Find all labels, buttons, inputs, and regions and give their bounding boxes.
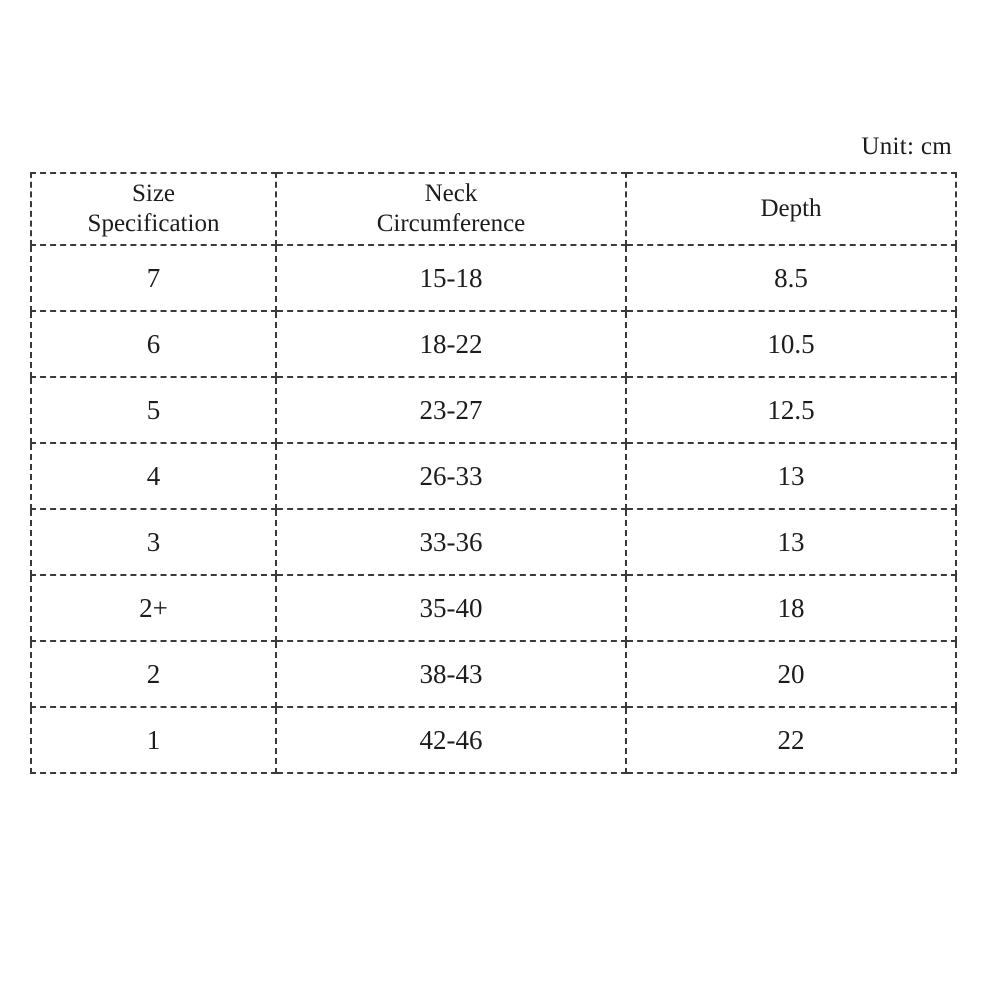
cell-size: 2 (31, 641, 276, 707)
table-row (31, 707, 956, 773)
table-row (31, 377, 956, 443)
table-row (31, 443, 956, 509)
cell-depth: 10.5 (626, 311, 956, 377)
column-header-depth-line1: Depth (760, 194, 822, 222)
table-row (31, 575, 956, 641)
cell-neck: 42-46 (276, 707, 626, 773)
table-row (31, 245, 956, 311)
column-header-depth (626, 173, 956, 245)
column-header-neck (276, 173, 626, 245)
cell-depth: 13 (626, 509, 956, 575)
table-header-row (31, 173, 956, 245)
cell-neck: 33-36 (276, 509, 626, 575)
column-header-size (31, 173, 276, 245)
cell-size: 3 (31, 509, 276, 575)
cell-depth: 13 (626, 443, 956, 509)
cell-neck: 15-18 (276, 245, 626, 311)
column-header-neck-line1: Neck (424, 179, 478, 207)
column-header-neck-line2: Circumference (376, 210, 526, 237)
cell-depth: 20 (626, 641, 956, 707)
cell-size: 5 (31, 377, 276, 443)
cell-neck: 35-40 (276, 575, 626, 641)
column-header-size-line1: Size (131, 179, 176, 207)
cell-size: 2+ (31, 575, 276, 641)
cell-neck: 18-22 (276, 311, 626, 377)
cell-neck: 26-33 (276, 443, 626, 509)
column-header-size-line2: Specification (87, 210, 220, 237)
cell-depth: 18 (626, 575, 956, 641)
unit-note: Unit: cm (861, 133, 952, 160)
table-row (31, 311, 956, 377)
size-specification-table (30, 172, 957, 774)
cell-size: 4 (31, 443, 276, 509)
table-row (31, 641, 956, 707)
cell-size: 7 (31, 245, 276, 311)
cell-size: 1 (31, 707, 276, 773)
cell-neck: 23-27 (276, 377, 626, 443)
cell-depth: 8.5 (626, 245, 956, 311)
cell-depth: 12.5 (626, 377, 956, 443)
table-row (31, 509, 956, 575)
cell-neck: 38-43 (276, 641, 626, 707)
cell-size: 6 (31, 311, 276, 377)
cell-depth: 22 (626, 707, 956, 773)
